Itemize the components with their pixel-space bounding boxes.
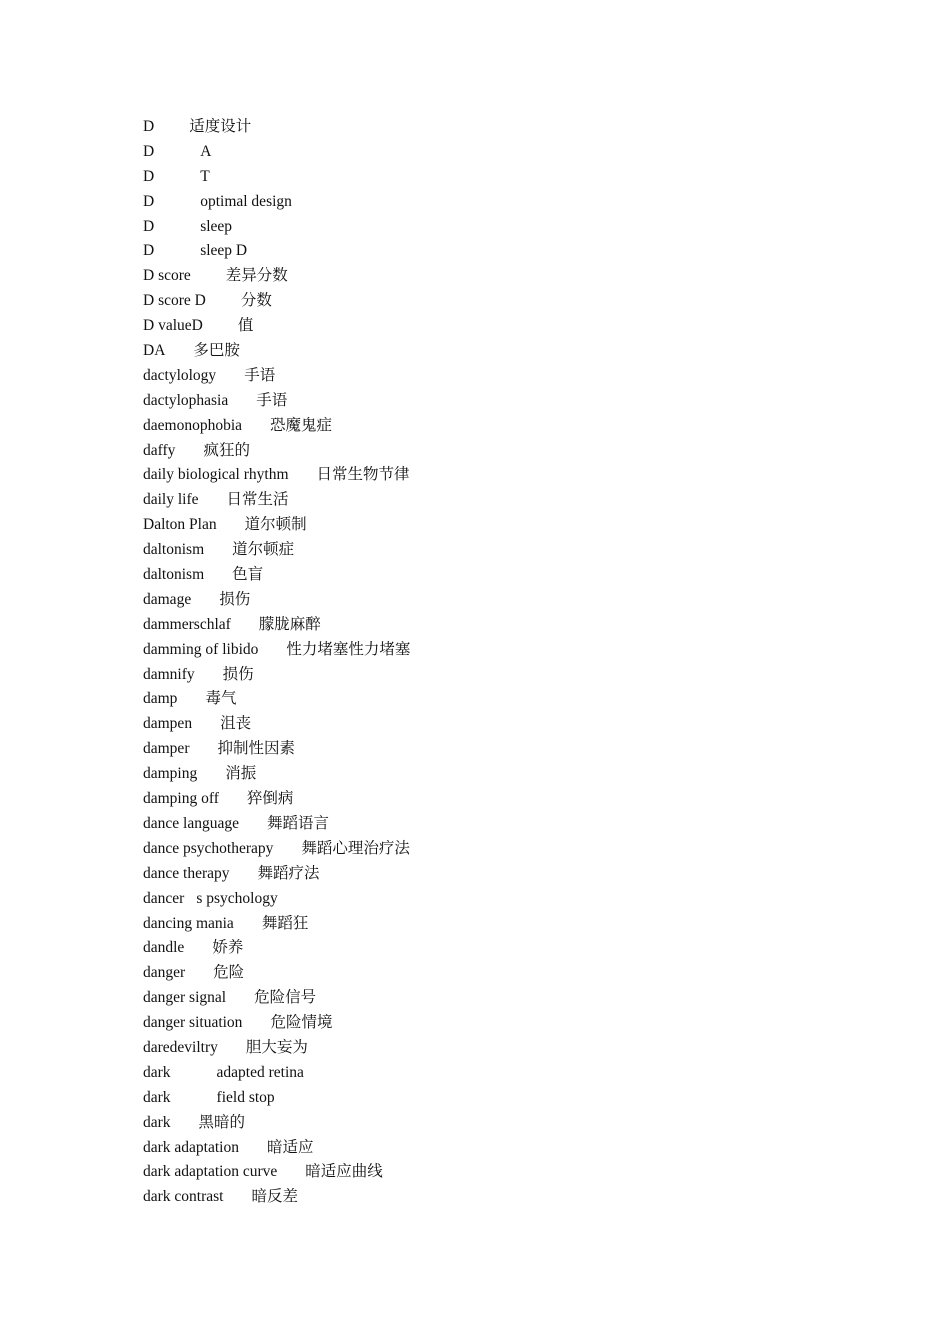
entry-translation: 危险信号	[254, 989, 317, 1007]
glossary-list	[143, 115, 410, 1210]
glossary-entry	[143, 165, 410, 190]
glossary-entry	[143, 389, 410, 414]
entry-term: dark	[143, 1088, 171, 1106]
entry-translation: 手语	[256, 391, 288, 409]
entry-term: dactylophasia	[143, 391, 229, 409]
entry-translation: 色盲	[232, 566, 264, 584]
glossary-entry	[143, 986, 410, 1011]
glossary-entry	[143, 812, 410, 837]
glossary-entry	[143, 1061, 410, 1086]
glossary-entry	[143, 1036, 410, 1061]
entry-translation: 疯狂的	[203, 441, 250, 459]
entry-term: dancer	[143, 889, 185, 907]
glossary-entry	[143, 488, 410, 513]
entry-term: DA	[143, 342, 166, 360]
glossary-entry	[143, 364, 410, 389]
entry-translation: optimal design	[200, 192, 292, 210]
entry-term: D	[143, 217, 155, 235]
glossary-entry	[143, 1136, 410, 1161]
entry-translation: 危险	[213, 964, 245, 982]
glossary-entry	[143, 588, 410, 613]
glossary-entry	[143, 264, 410, 289]
entry-term: damp	[143, 690, 178, 708]
entry-translation: s psychology	[196, 889, 278, 907]
entry-term: dampen	[143, 715, 193, 733]
entry-term: daffy	[143, 441, 176, 459]
entry-translation: 损伤	[219, 590, 251, 608]
entry-translation: adapted retina	[216, 1063, 304, 1081]
glossary-entry	[143, 414, 410, 439]
glossary-entry	[143, 140, 410, 165]
glossary-entry	[143, 115, 410, 140]
entry-translation: 毒气	[205, 690, 237, 708]
entry-translation: A	[200, 142, 212, 160]
glossary-entry	[143, 1086, 410, 1111]
entry-translation: 危险情境	[270, 1014, 333, 1032]
entry-term: damming of libido	[143, 640, 259, 658]
glossary-entry	[143, 613, 410, 638]
entry-term: Dalton Plan	[143, 516, 217, 534]
entry-term: D	[143, 167, 155, 185]
entry-term: dactylology	[143, 366, 217, 384]
entry-translation: 手语	[244, 366, 276, 384]
entry-translation: T	[200, 167, 210, 185]
entry-translation: 适度设计	[189, 118, 252, 135]
entry-translation: 暗适应曲线	[305, 1163, 383, 1181]
entry-translation: 抑制性因素	[217, 740, 295, 758]
glossary-entry	[143, 1011, 410, 1036]
entry-translation: field stop	[216, 1088, 275, 1106]
entry-translation: 消振	[225, 765, 257, 783]
entry-translation: 娇养	[212, 939, 244, 957]
entry-term: dark adaptation curve	[143, 1163, 278, 1181]
entry-translation: 道尔顿制	[244, 516, 307, 534]
glossary-entry	[143, 787, 410, 812]
entry-term: daredeviltry	[143, 1038, 218, 1056]
glossary-entry	[143, 936, 410, 961]
entry-term: D	[143, 242, 155, 260]
glossary-entry	[143, 887, 410, 912]
entry-translation: 舞蹈心理治疗法	[301, 839, 410, 857]
entry-translation: 日常生物节律	[316, 466, 410, 484]
entry-term: D	[143, 118, 155, 135]
glossary-entry	[143, 762, 410, 787]
glossary-entry	[143, 961, 410, 986]
entry-term: D	[143, 142, 155, 160]
entry-translation: 胆大妄为	[245, 1038, 308, 1056]
entry-translation: 舞蹈语言	[266, 814, 329, 832]
entry-term: dark contrast	[143, 1188, 224, 1206]
glossary-entry	[143, 1185, 410, 1210]
entry-term: dance language	[143, 814, 239, 832]
entry-translation: 暗反差	[251, 1188, 298, 1206]
glossary-entry	[143, 239, 410, 264]
entry-term: danger signal	[143, 989, 227, 1007]
entry-translation: 朦胧麻醉	[258, 615, 321, 633]
glossary-entry	[143, 439, 410, 464]
glossary-entry	[143, 463, 410, 488]
glossary-entry	[143, 912, 410, 937]
entry-term: daltonism	[143, 566, 205, 584]
entry-translation: 日常生活	[226, 491, 289, 509]
glossary-entry	[143, 563, 410, 588]
glossary-entry	[143, 1160, 410, 1185]
entry-term: daltonism	[143, 541, 205, 559]
entry-translation: 猝倒病	[246, 790, 294, 808]
entry-term: dark	[143, 1113, 171, 1131]
entry-term: dance psychotherapy	[143, 839, 274, 857]
entry-term: daily life	[143, 491, 199, 509]
entry-translation: 差异分数	[225, 267, 288, 285]
glossary-entry	[143, 538, 410, 563]
glossary-entry	[143, 190, 410, 215]
glossary-entry	[143, 687, 410, 712]
entry-term: damping	[143, 765, 198, 783]
glossary-entry	[143, 737, 410, 762]
entry-translation: 值	[237, 317, 254, 335]
glossary-entry	[143, 862, 410, 887]
glossary-entry	[143, 339, 410, 364]
entry-translation: 暗适应	[266, 1138, 314, 1156]
glossary-entry	[143, 289, 410, 314]
entry-translation: 恐魔鬼症	[270, 416, 333, 434]
entry-term: D score D	[143, 292, 206, 310]
entry-term: daily biological rhythm	[143, 466, 289, 484]
entry-term: dark adaptation	[143, 1138, 239, 1156]
entry-translation: 舞蹈疗法	[257, 864, 320, 882]
entry-translation: 舞蹈狂	[261, 914, 309, 932]
entry-translation: 性力堵塞性力堵塞	[286, 640, 411, 658]
entry-term: D score	[143, 267, 191, 285]
entry-term: D valueD	[143, 317, 203, 335]
entry-translation: sleep D	[200, 242, 248, 260]
entry-translation: 黑暗的	[198, 1113, 246, 1131]
glossary-entry	[143, 837, 410, 862]
entry-term: daemonophobia	[143, 416, 243, 434]
glossary-entry	[143, 513, 410, 538]
glossary-entry	[143, 215, 410, 240]
entry-term: damper	[143, 740, 190, 758]
entry-translation: 沮丧	[220, 715, 252, 733]
entry-term: dancing mania	[143, 914, 234, 932]
entry-term: damnify	[143, 665, 195, 683]
entry-term: dark	[143, 1063, 171, 1081]
entry-term: damping off	[143, 790, 219, 808]
entry-term: danger	[143, 964, 186, 982]
glossary-entry	[143, 712, 410, 737]
entry-term: dance therapy	[143, 864, 230, 882]
entry-term: danger situation	[143, 1014, 243, 1032]
entry-term: dammerschlaf	[143, 615, 231, 633]
glossary-entry	[143, 1111, 410, 1136]
glossary-entry	[143, 314, 410, 339]
entry-translation: 分数	[240, 292, 272, 310]
entry-term: damage	[143, 590, 192, 608]
entry-translation: 损伤	[222, 665, 254, 683]
glossary-entry	[143, 638, 410, 663]
entry-term: D	[143, 192, 155, 210]
entry-translation: 多巴胺	[193, 342, 240, 360]
entry-term: dandle	[143, 939, 185, 957]
entry-translation: 道尔顿症	[232, 541, 295, 559]
glossary-entry	[143, 663, 410, 688]
entry-translation: sleep	[200, 217, 233, 235]
